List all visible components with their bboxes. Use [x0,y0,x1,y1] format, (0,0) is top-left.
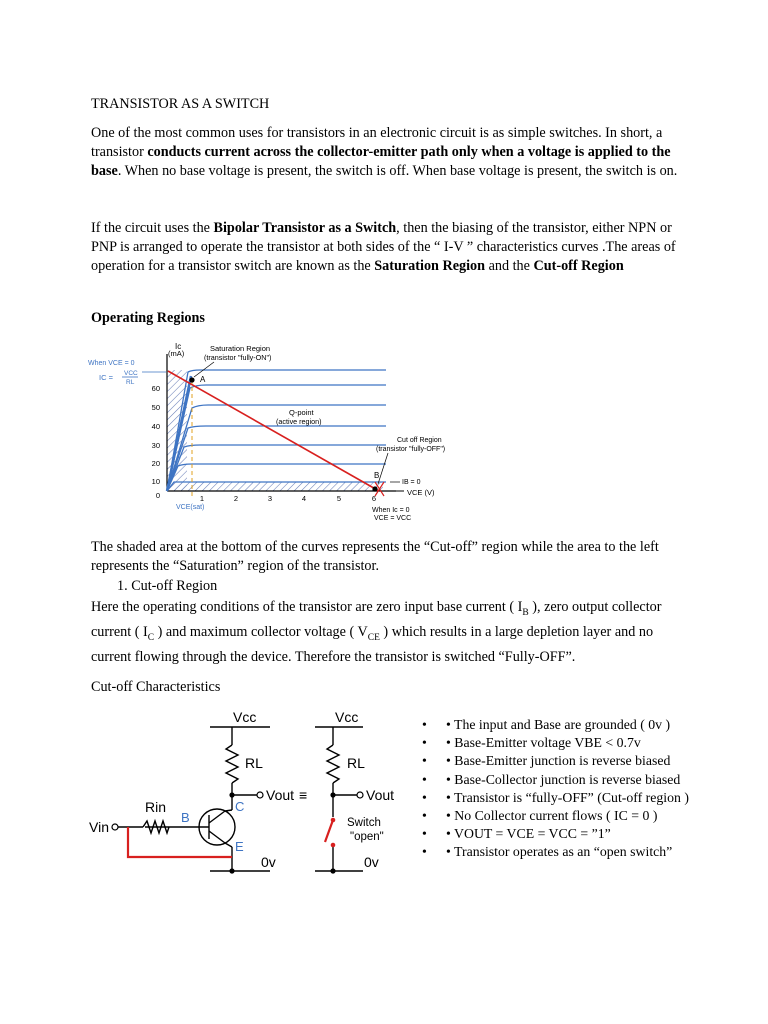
qpoint-label: Q-point [289,408,314,417]
cutoff-circuit-diagram [85,705,405,890]
zero-left-label: 0v [261,854,276,870]
cutoff-region-sub: (transistor "fully-OFF") [376,446,446,453]
y-axis-label: Ic [175,342,182,351]
x-tick-label: 2 [233,494,239,503]
list-item: • • The input and Base are grounded ( 0v ) [422,716,689,734]
point-a [189,377,194,382]
cutoff-characteristics-label: Cut-off Characteristics [91,679,221,695]
shaded-area-paragraph: The shaded area at the bottom of the curves represents the “Cut-off” region while the area to the left represents the “Saturation” region of the transistor. [91,539,659,574]
zero-right-label: 0v [364,854,379,870]
when-ic-zero-label: When Ic = 0 [372,507,410,514]
ib-zero-label: IB = 0 [402,479,421,486]
list-item: • • Transistor is “fully-OFF” (Cut-off region ) [422,789,689,807]
equivalent-symbol: ≡ [299,787,308,803]
rl-right-label: RL [347,755,365,771]
operating-regions-heading: Operating Regions [91,310,205,326]
ic-equals-label: IC = [99,373,113,382]
vce-vcc-label: VCE = VCC [374,515,412,522]
list-item: • • Base-Emitter junction is reverse biased [422,752,689,770]
curve-ib4 [167,385,386,491]
when-vce-zero-label: When VCE = 0 [88,360,135,367]
list-item: • • Base-Collector junction is reverse biased [422,771,689,789]
ic-fraction-top: VCC [124,370,138,377]
collector-label: C [235,799,245,814]
intro-paragraph: One of the most common uses for transistors in an electronic circuit is as simple switches. In short, a transistor conducts current across the collector-emitter path only when a voltage is applied to the base. When no base voltage is present, the switch is off. When base voltage is present, the switch is on. [91,125,678,179]
y-tick-label: 20 [151,459,160,468]
cutoff-region-shade [167,482,383,491]
x-tick-label: 6 [371,494,377,503]
bipolar-paragraph: If the circuit uses the Bipolar Transistor as a Switch, then the biasing of the transistor, either NPN or PNP is arranged to operate the transistor at both sides of the “ I-V ” characteristics curves .The areas of operation for a transistor switch are known as the Saturation Region and the Cut-off Region [91,220,676,274]
list-item: • • VOUT = VCE = VCC = ”1” [422,825,689,843]
cutoff-region-label: Cut off Region [397,437,442,444]
vin-label: Vin [89,819,109,835]
cutoff-description: Here the operating conditions of the transistor are zero input base current ( $I_B$ ), zero output collector current ( $I_C$ ) and maximum collector voltage ( $V_{CE}$ ) which results in a large depletion layer and no current flowing through the device. Therefore the transistor is switched “Fully-OFF”. [91,599,662,665]
base-label: B [181,810,190,825]
list-item: • • No Collector current flows ( IC = 0 ) [422,807,689,825]
x-tick-label: 1 [199,494,205,503]
ic-fraction-bottom: RL [126,379,135,386]
x-tick-label: 5 [336,494,342,503]
vcc-right-label: Vcc [335,709,359,725]
load-line [168,371,379,491]
y-tick-label: 50 [151,403,160,412]
vce-sat-label: VCE(sat) [176,504,205,511]
x-tick-label: 3 [267,494,273,503]
y-tick-label: 30 [151,441,160,450]
vout-right-label: Vout [366,787,395,803]
vcc-left-label: Vcc [233,709,257,725]
page-title: TRANSISTOR AS A SWITCH [91,96,270,112]
emitter-label: E [235,839,244,854]
characteristic-curves [167,370,386,491]
list-item-cutoff: 1. Cut-off Region [117,578,218,594]
qpoint-sub: (active region) [276,417,322,426]
saturation-region-label: Saturation Region [210,344,271,353]
rin-label: Rin [145,799,167,815]
y-tick-label: 0 [155,491,160,500]
x-tick-label: 4 [301,494,307,503]
y-tick-label: 60 [151,384,160,393]
list-item: • • Base-Emitter voltage VBE < 0.7v [422,734,689,752]
cutoff-bullet-list [422,716,689,862]
list-item: • • Transistor operates as an “open switch” [422,843,689,861]
curve-ib5 [167,370,386,491]
saturation-region-sub: (transistor "fully-ON") [204,353,272,362]
x-axis-label: VCE (V) [407,488,435,497]
y-tick-label: 10 [151,477,160,486]
point-a-label: A [200,375,206,384]
switch-label: Switch [347,817,381,829]
y-axis-unit: (mA) [168,349,185,358]
vout-left-label: Vout [266,787,295,803]
open-label: "open" [350,831,384,843]
rl-left-label: RL [245,755,263,771]
operating-regions-graph [88,336,488,528]
point-b [372,486,377,491]
point-b-label: B [374,471,380,480]
curve-ib2 [167,426,386,491]
y-tick-label: 40 [151,422,160,431]
